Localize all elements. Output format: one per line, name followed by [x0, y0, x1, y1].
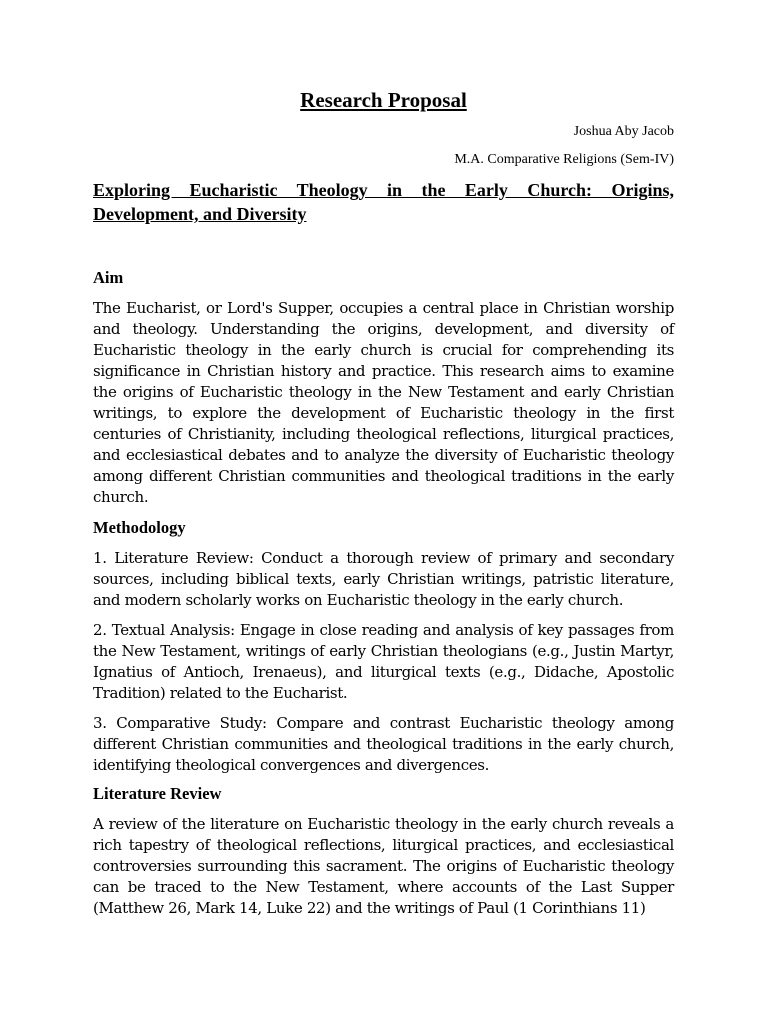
literature-review-heading: Literature Review — [93, 784, 222, 803]
aim-paragraph: The Eucharist, or Lord's Supper, occupies a central place in Christian worship and theology. Understanding the origins, development, and diversity of Eucharistic theology in the early church is crucial for comprehending its significance in Christian history and practice. This research aims to examine the origins of Eucharistic theology in the New Testament and early Christian writings, to explore the development of Eucharistic theology in the first centuries of Christianity, including theological reflections, liturgical practices, and ecclesiastical debates and to analyze the diversity of Eucharistic theology among different Christian communities and theological traditions in the early church. — [93, 299, 674, 506]
literature-review-paragraph: A review of the literature on Eucharistic theology in the early church reveals a rich tapestry of theological reflections, liturgical practices, and ecclesiastical controversies surrounding this sacrament. The origins of Eucharistic theology can be traced to the New Testament, where accounts of the Last Supper (Matthew 26, Mark 14, Luke 22) and the writings of Paul (1 Corinthians 11) — [93, 815, 674, 917]
methodology-heading: Methodology — [93, 518, 186, 537]
author-name: Joshua Aby Jacob — [573, 124, 674, 139]
methodology-item: 2. Textual Analysis: Engage in close reading and analysis of key passages from the New Testament, writings of early Christian theologians (e.g., Justin Martyr, Ignatius of Antioch, Irenaeus), and liturgical texts (e.g., Didache, Apostolic Tradition) related to the Eucharist. — [93, 621, 674, 702]
program-name: M.A. Comparative Religions (Sem-IV) — [454, 152, 674, 167]
document-title: Research Proposal — [300, 88, 467, 112]
topic-title: Exploring Eucharistic Theology in the Early Church: Origins, Development, and Diversity — [93, 180, 674, 224]
aim-heading: Aim — [93, 268, 124, 287]
methodology-item: 1. Literature Review: Conduct a thorough review of primary and secondary sources, including biblical texts, early Christian writings, patristic literature, and modern scholarly works on Eucharistic theology in the early church. — [93, 549, 674, 609]
methodology-item: 3. Comparative Study: Compare and contrast Eucharistic theology among different Christian communities and theological traditions in the early church, identifying theological convergences and divergences. — [93, 714, 674, 774]
document-page — [93, 86, 674, 919]
